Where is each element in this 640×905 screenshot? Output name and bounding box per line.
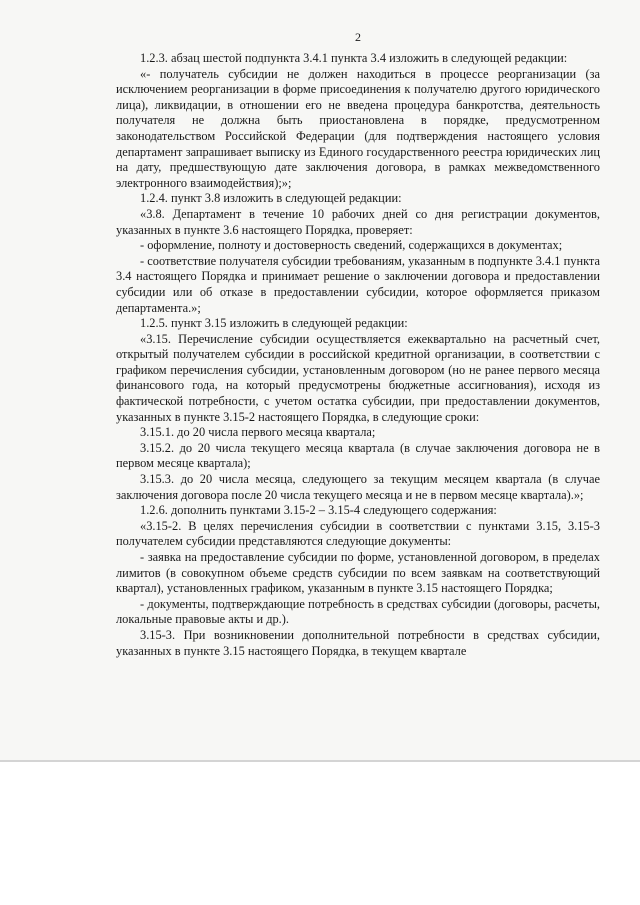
paragraph: - оформление, полноту и достоверность сведений, содержащихся в документах; [140, 238, 563, 253]
paragraph: «3.15. Перечисление субсидии осуществляется ежеквартально на расчетный счет, открытый получателем субсидии в российской кредитной организации, в соответствии с графиком перечисления субсидии, установленным договором (но не ранее первого месяца финансового года, на который предусмотрены бюджетные ассигнования), исходя из фактической потребности, с учетом остатка субсидии, при предоставлении документов, указанных в пункте 3.15-2 настоящего Порядка, в следующие сроки: [116, 331, 600, 424]
paragraph: - заявка на предоставление субсидии по форме, установленной договором, в пределах лимитов (в совокупном объеме средств субсидии по всем заявкам на соответствующий квартал), установленных графиком, указанным в пункте 3.15 настоящего Порядка; [116, 550, 600, 596]
paragraph: 1.2.4. пункт 3.8 изложить в следующей редакции: [140, 191, 402, 206]
paragraph: «- получатель субсидии не должен находиться в процессе реорганизации (за исключением реорганизации в форме присоединения к получателю другого юридического лица), ликвидации, в отношении его не введена процедура банкротства, деятельность получателя не должна быть приостановлена в порядке, предусмотренном законодательством Российской Федерации (для подтверждения настоящего условия департамент запрашивает выписку из Единого государственного реестра юридических лиц на дату, предшествующую дате заключения договора, в рамках межведомственного электронного взаимодействия);»; [116, 66, 600, 190]
blank-margin [0, 762, 640, 903]
paragraph: 1.2.3. абзац шестой подпункта 3.4.1 пункта 3.4 изложить в следующей редакции: [140, 51, 568, 65]
paragraph: 3.15.1. до 20 числа первого месяца квартала; [140, 425, 376, 440]
paragraph: «3.15-2. В целях перечисления субсидии в соответствии с пунктами 3.15, 3.15-3 получателем субсидии представляются следующие документы: [116, 518, 600, 549]
paragraph: «3.8. Департамент в течение 10 рабочих дней со дня регистрации документов, указанных в пункте 3.6 настоящего Порядка, проверяет: [116, 206, 600, 237]
paragraph: 1.2.5. пункт 3.15 изложить в следующей редакции: [140, 316, 408, 331]
paragraph: - документы, подтверждающие потребность в средствах субсидии (договоры, расчеты, локальные правовые акты и др.). [116, 596, 600, 627]
paragraph: 1.2.6. дополнить пунктами 3.15-2 – 3.15-4 следующего содержания: [140, 503, 497, 518]
paragraph: 3.15.2. до 20 числа текущего месяца квартала (в случае заключения договора не в первом месяце квартала); [116, 440, 600, 471]
paragraph: - соответствие получателя субсидии требованиям, указанным в подпункте 3.4.1 пункта 3.4 настоящего Порядка и принимает решение о заключении договора и предоставлении субсидии или об отказе в предоставлении субсидии, которое оформляется приказом департамента.»; [116, 253, 600, 315]
paragraph: 3.15.3. до 20 числа месяца, следующего за текущим месяцем квартала (в случае заключения договора после 20 числа текущего месяца и не в первом месяце квартала).»; [116, 472, 600, 502]
paragraph: 3.15-3. При возникновении дополнительной потребности в средствах субсидии, указанных в пункте 3.15 настоящего Порядка, в текущем квартале [116, 627, 600, 658]
document-body [116, 51, 600, 659]
page-number: 2 [355, 30, 361, 44]
